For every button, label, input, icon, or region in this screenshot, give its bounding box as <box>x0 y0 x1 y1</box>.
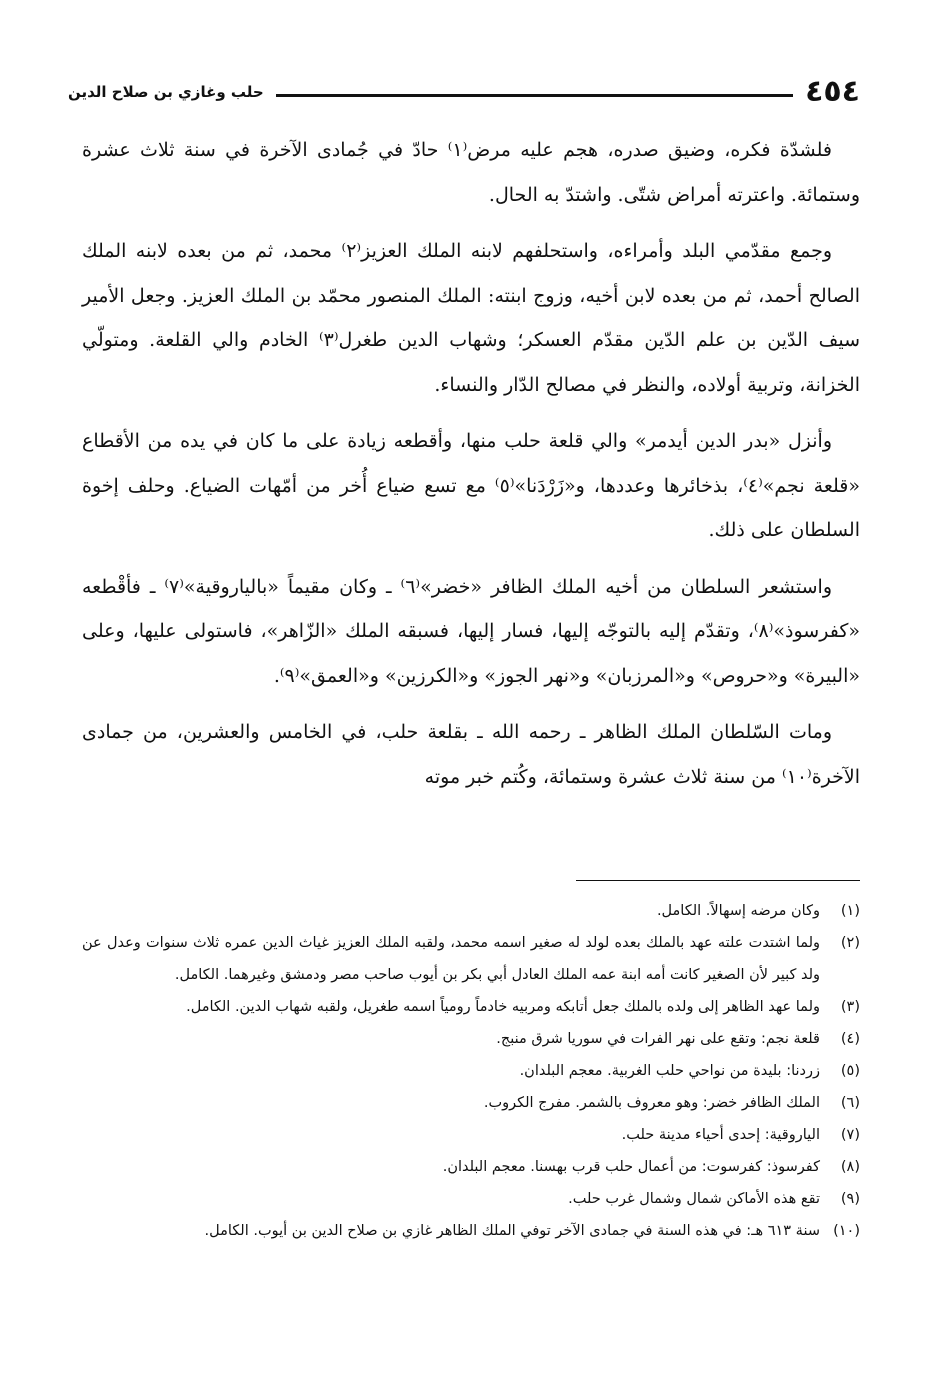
footnote-separator <box>576 880 860 881</box>
paragraph: وأنزل «بدر الدين أيدمر» والي قلعة حلب منها، وأقطعه زيادة على ما كان في يده من الأقطاع «قلعة نجم»⁽٤⁾، بذخائرها وعددها، و«زَرْدَنا»⁽٥⁾ مع تسع ضياع أُخر من أمّهات الضياع. وحلف إخوة السلطان على ذلك. <box>82 430 860 541</box>
footnotes <box>82 895 860 1247</box>
footnote <box>82 1055 860 1087</box>
footnote <box>82 895 860 927</box>
footnote-number: (٣) <box>840 999 860 1015</box>
footnote-number: (٦) <box>840 1095 860 1111</box>
footnote-number: (٩) <box>840 1191 860 1207</box>
footnote-text: الملك الظافر خضر: وهو معروف بالشمر. مفرج الكروب. <box>483 1095 820 1111</box>
footnote-text: كفرسوذ: كفرسوت: من أعمال حلب قرب بهسنا. معجم البلدان. <box>442 1159 820 1175</box>
footnote <box>82 1151 860 1183</box>
footnote-number: (٨) <box>840 1159 860 1175</box>
footnote-text: ولما عهد الظاهر إلى ولده بالملك جعل أتابكه ومربيه خادماً رومياً اسمه طغريل، ولقبه شهاب الدين. الكامل. <box>186 999 820 1015</box>
footnote <box>82 927 860 991</box>
footnote-number: (٥) <box>840 1063 860 1079</box>
footnote <box>82 1183 860 1215</box>
footnote-number: (١) <box>840 903 860 919</box>
footnote-text: ولما اشتدت علته عهد بالملك بعده لولد له صغير اسمه محمد، ولقبه الملك العزيز غياث الدين عمره ثلاث سنوات وعدل عن ولد كبير لأن الصغير كانت أمه ابنة عمه الملك العادل أبي بكر بن أيوب صاحب مصر ودمشق وغيرهما. الكامل. <box>82 935 820 983</box>
footnote <box>82 1119 860 1151</box>
footnote-number: (٧) <box>840 1127 860 1143</box>
footnote-text: تقع هذه الأماكن شمال وشمال غرب حلب. <box>568 1191 820 1207</box>
footnote-text: زردنا: بليدة من نواحي حلب الغربية. معجم البلدان. <box>519 1063 820 1079</box>
paragraph: ومات السّلطان الملك الظاهر ـ رحمه الله ـ بقلعة حلب، في الخامس والعشرين، من جمادى الآخرة⁽١٠⁾ من سنة ثلاث عشرة وستمائة، وكُتم خبر موته <box>82 721 860 788</box>
footnote-text: سنة ٦١٣ هـ: في هذه السنة في جمادى الآخر توفي الملك الظاهر غازي بن صلاح الدين بن أيوب. الكامل. <box>204 1223 820 1239</box>
main-text <box>82 128 860 811</box>
page-header <box>68 72 860 112</box>
footnote <box>82 1215 860 1247</box>
footnote-number: (٢) <box>840 935 860 951</box>
paragraph: فلشدّة فكره، وضيق صدره، هجم عليه مرض⁽١⁾ حادّ في جُمادى الآخرة في سنة ثلاث عشرة وستمائة. واعترته أمراض شتّى. واشتدّ به الحال. <box>82 139 860 206</box>
footnote-text: وكان مرضه إسهالاً. الكامل. <box>656 903 820 919</box>
running-title: حلب وغازي بن صلاح الدين <box>68 83 264 101</box>
footnote-text: قلعة نجم: وتقع على نهر الفرات في سوريا شرق منبج. <box>496 1031 820 1047</box>
footnote-number: (١٠) <box>833 1223 860 1239</box>
header-rule <box>276 94 793 97</box>
footnote-text: الياروقية: إحدى أحياء مدينة حلب. <box>621 1127 820 1143</box>
paragraph: واستشعر السلطان من أخيه الملك الظافر «خضر»⁽٦⁾ ـ وكان مقيماً «بالياروقية»⁽٧⁾ ـ فأقْطعه «كفرسوذ»⁽٨⁾، وتقدّم إليه بالتوجّه إليها، فسار إليها، فسبقه الملك «الزّاهر»، فاستولى عليها، وعلى «البيرة» و«حروص» و«المرزبان» و«نهر الجوز» و«الكرزين» و«العمق»⁽٩⁾. <box>82 575 860 687</box>
page-number: ٤٥٤ <box>805 74 860 109</box>
paragraph: وجمع مقدّمي البلد وأمراءه، واستحلفهم لابنه الملك العزيز⁽٢⁾ محمد، ثم من بعده لابنه الملك الصالح أحمد، ثم من بعده لابن أخيه، وزوج ابنته: الملك المنصور محمّد بن الملك العزيز. وجعل الأمير سيف الدّين بن علم الدّين مقدّم العسكر؛ وشهاب الدين طغرل⁽٣⁾ الخادم والي القلعة. ومتولّي الخزانة، وتربية أولاده، والنظر في مصالح الدّار والنساء. <box>82 240 860 396</box>
footnote-number: (٤) <box>840 1031 860 1047</box>
footnote <box>82 1087 860 1119</box>
footnote <box>82 991 860 1023</box>
footnote <box>82 1023 860 1055</box>
